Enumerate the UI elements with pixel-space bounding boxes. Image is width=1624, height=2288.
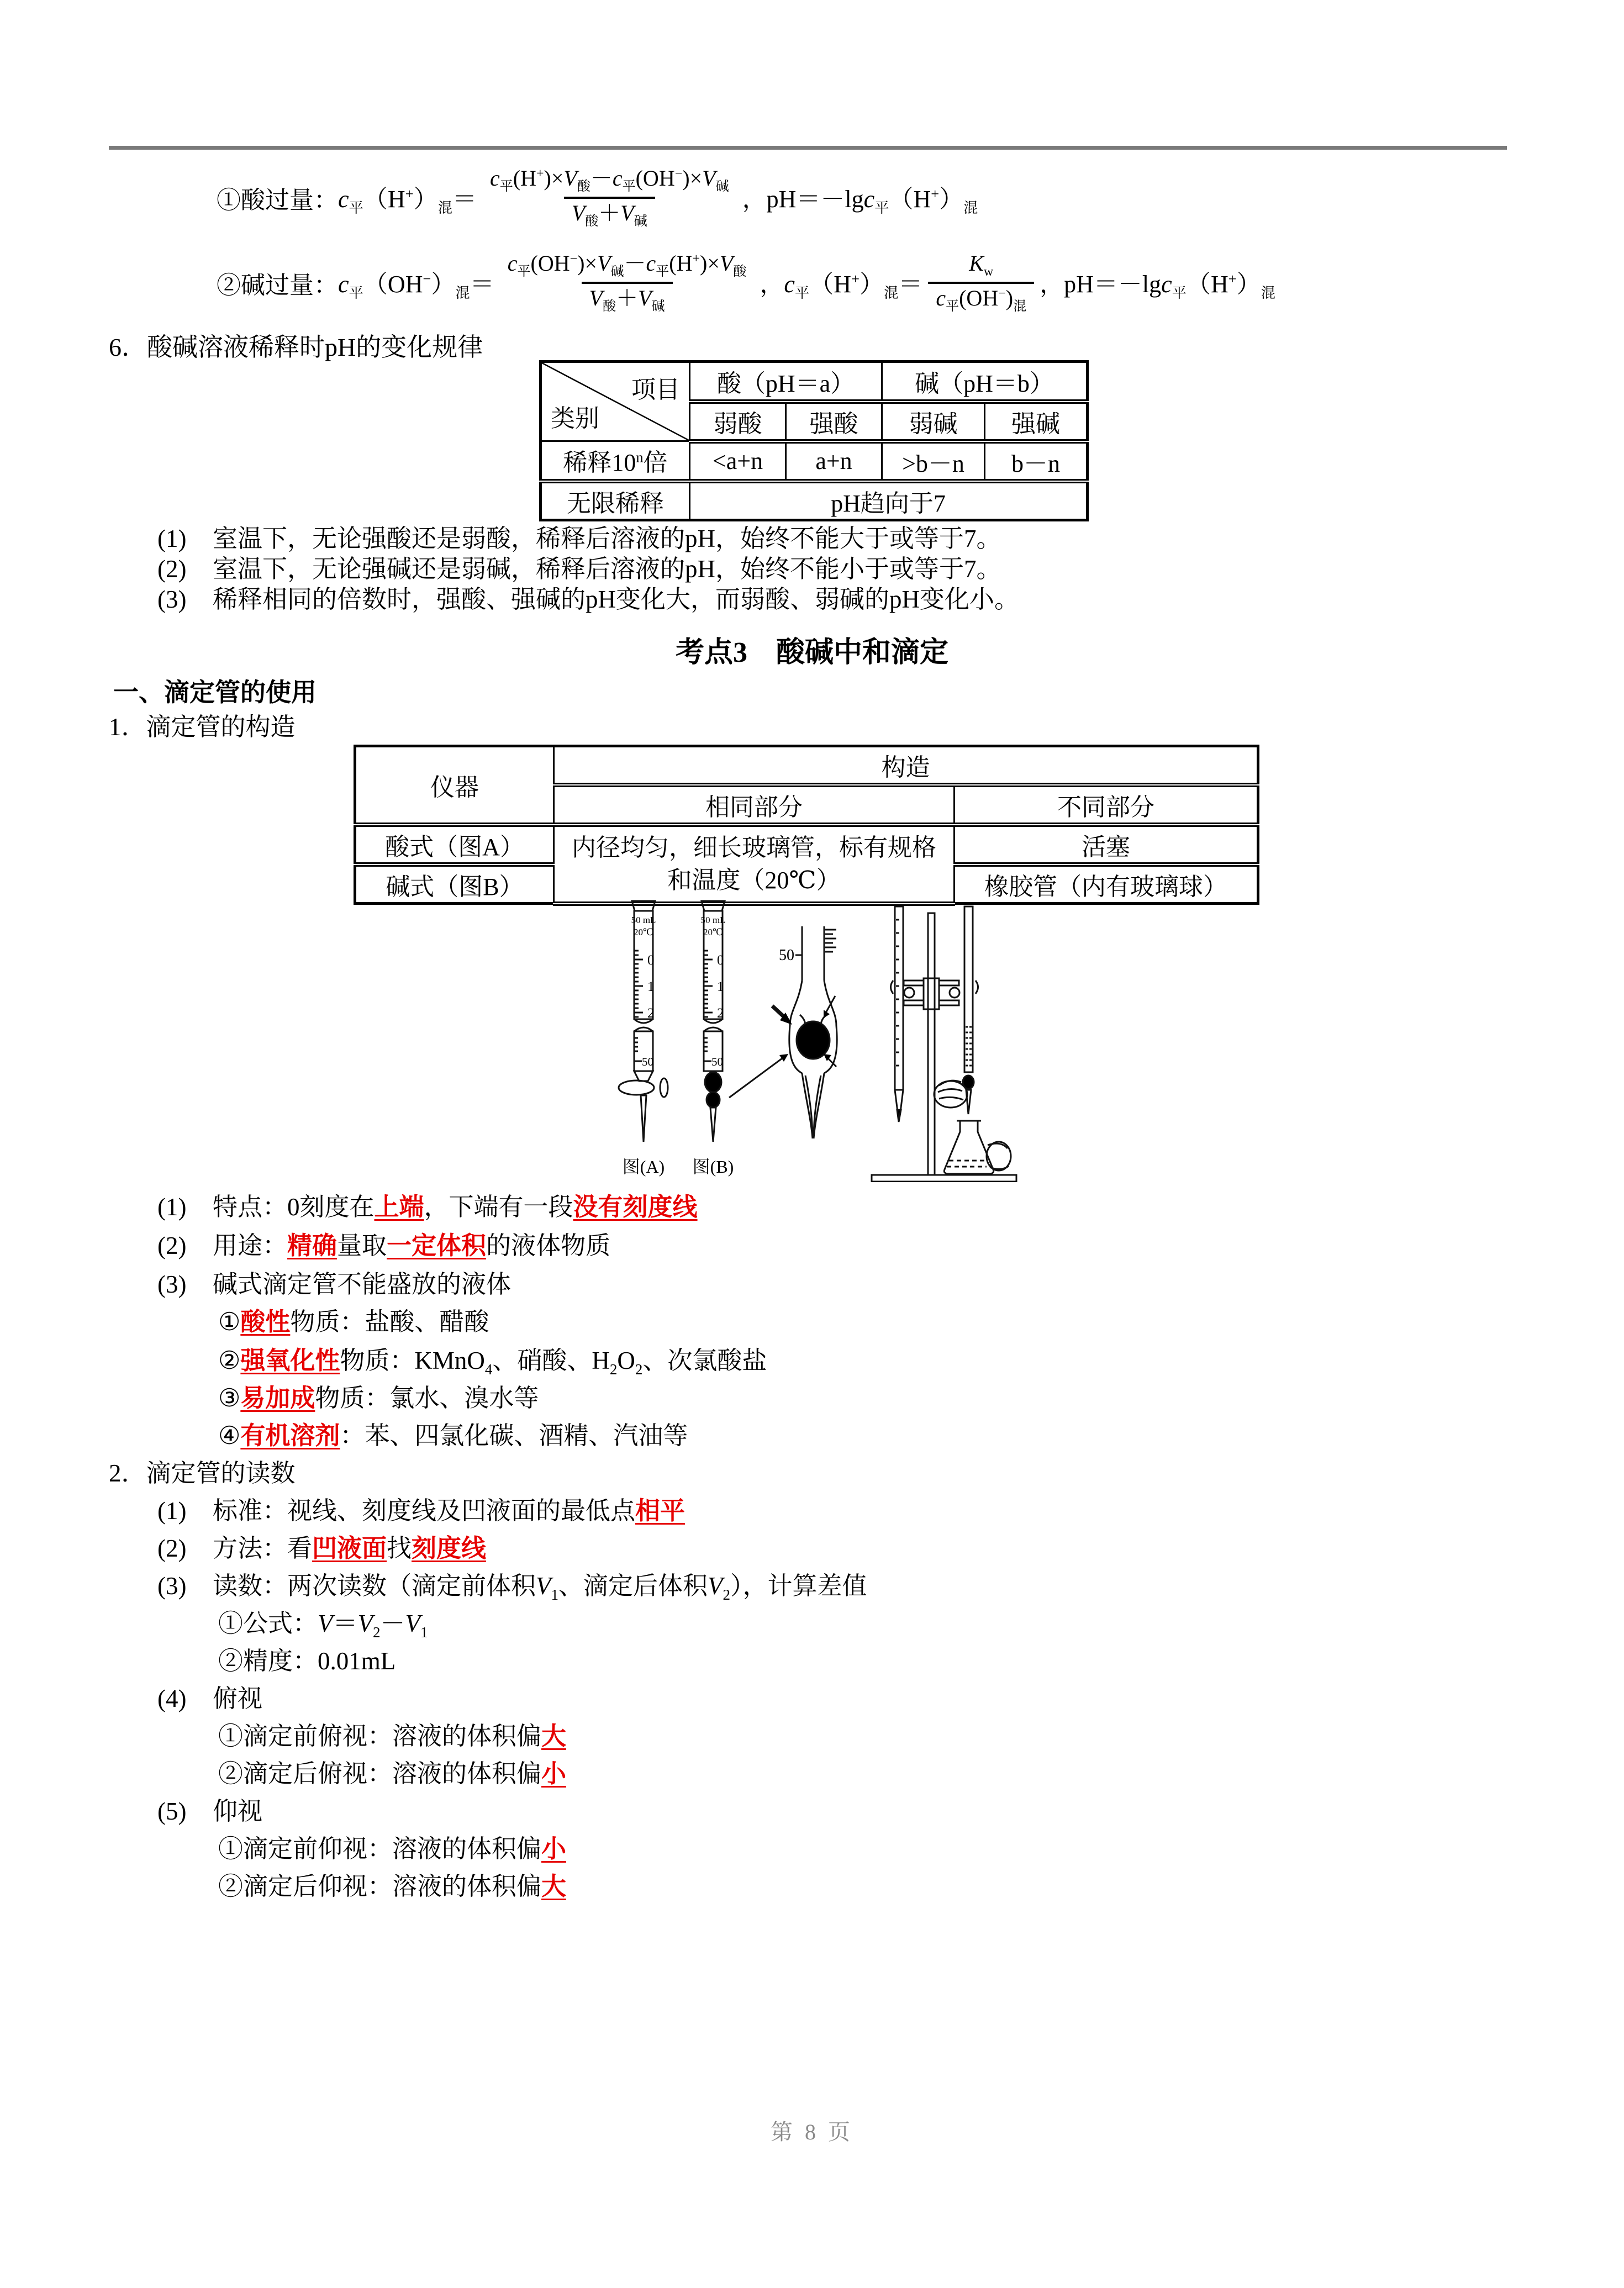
table-row bbox=[541, 362, 1088, 402]
line-text: 标准：视线、刻度线及凹液面的最低点相平 bbox=[213, 1497, 686, 1525]
scale-number: 50 bbox=[711, 1055, 723, 1068]
line-text: 俯视 bbox=[213, 1685, 263, 1712]
figure-labels bbox=[623, 915, 794, 1177]
diff-header-cell: 不同部分 bbox=[955, 785, 1258, 825]
subtype-cell: 弱碱 bbox=[882, 402, 985, 441]
formula-acid-excess bbox=[217, 159, 978, 236]
scale-number: 50 bbox=[642, 1055, 653, 1068]
line-feature-2 bbox=[157, 1231, 610, 1261]
rubber-glass-ball bbox=[705, 1072, 721, 1092]
line-text: 用途：精确量取一定体积的液体物质 bbox=[213, 1232, 611, 1259]
formula-lhs: $c_平(H^+)_混=$ bbox=[338, 184, 477, 216]
base-diff-cell: 橡胶管（内有玻璃球） bbox=[955, 864, 1258, 904]
formula-tail: ，$pH=-\lg c_平(H^+)_混$ bbox=[742, 184, 978, 216]
list-marker: (1) bbox=[157, 1193, 187, 1221]
heading-kaodian-3: 考点3 酸碱中和滴定 bbox=[675, 637, 948, 668]
line-reading-4-sub-2: ②滴定后俯视：溶液的体积偏小 bbox=[218, 1760, 567, 1788]
list-marker: (5) bbox=[157, 1797, 187, 1825]
scale-ticks-major bbox=[704, 960, 713, 1013]
stand-base bbox=[872, 1175, 1016, 1182]
burette-neck bbox=[634, 1071, 653, 1081]
page-footer: 第 8 页 bbox=[771, 2120, 853, 2144]
note-line-1 bbox=[157, 524, 1001, 553]
note-text: 稀释相同的倍数时，强酸、强碱的pH变化大，而弱酸、弱碱的pH变化小。 bbox=[213, 586, 1019, 613]
base-header-cell: 碱（pH＝b） bbox=[882, 362, 1088, 402]
figure-b-label: 图(B) bbox=[692, 1157, 734, 1177]
clamp-nut bbox=[950, 988, 959, 998]
infinite-label-cell: 无限稀释 bbox=[541, 481, 690, 520]
line-reading-5-sub-2: ②滴定后仰视：溶液的体积偏大 bbox=[218, 1873, 567, 1900]
line-reading-5-sub-1: ①滴定前仰视：溶液的体积偏小 bbox=[218, 1835, 567, 1863]
formula-label: ①酸过量： bbox=[217, 187, 338, 214]
temp-label: 20℃ bbox=[633, 927, 654, 937]
clamp-arm bbox=[904, 1000, 924, 1005]
scale-number: 0 bbox=[717, 953, 724, 968]
scale-ticks-major bbox=[634, 960, 643, 1013]
fraction-numerator: $c_平(H^+)\times V_酸-c_平(OH^-)\times V_碱$ bbox=[489, 166, 729, 194]
fraction bbox=[500, 249, 755, 316]
formula-base-excess bbox=[217, 239, 1275, 327]
fraction-denominator: $V_酸+V_碱$ bbox=[564, 197, 655, 231]
table-row bbox=[541, 481, 1088, 520]
scale-number: 2 bbox=[717, 1006, 724, 1021]
heading-burette-reading: 2．滴定管的读数 bbox=[109, 1459, 296, 1487]
base-row-label-cell: 碱式（图B） bbox=[355, 864, 554, 904]
detail-tube bbox=[802, 926, 824, 980]
list-marker: (2) bbox=[157, 1232, 187, 1259]
line-reading-4-sub-1: ①滴定前俯视：溶液的体积偏大 bbox=[218, 1722, 567, 1750]
subtype-cell: 强碱 bbox=[985, 402, 1088, 441]
capacity-label: 50 mL bbox=[631, 915, 656, 925]
figure-burettes bbox=[597, 898, 1038, 1182]
heading-burette-usage: 一、滴定管的使用 bbox=[113, 678, 317, 707]
fraction-numerator: $c_平(OH^-)\times V_碱-c_平(H^+)\times V_酸$ bbox=[507, 251, 747, 280]
line-feature-3-sub-2: ②强氧化性物质：KMnO$_4$、硝酸、$H_2O_2$、次氯酸盐 bbox=[218, 1347, 767, 1378]
titration-stand bbox=[872, 906, 1016, 1182]
same-header-cell: 相同部分 bbox=[554, 785, 955, 825]
structure-header-cell: 构造 bbox=[554, 746, 1258, 785]
list-marker: (1) bbox=[157, 525, 187, 552]
table-burette-structure bbox=[354, 745, 1259, 906]
dilute-value-cell: b－n bbox=[985, 441, 1088, 481]
line-text: 碱式滴定管不能盛放的液体 bbox=[213, 1270, 512, 1298]
fraction-denominator: $V_酸+V_碱$ bbox=[582, 282, 673, 317]
table-row bbox=[355, 746, 1258, 785]
line-reading-3-sub-1: ①公式：$V=V_2-V_1$ bbox=[218, 1610, 428, 1641]
same-content-cell: 内径均匀，细长玻璃管，标有规格和温度（20℃） bbox=[554, 825, 955, 904]
scale-number: 1 bbox=[647, 979, 655, 994]
line-reading-3 bbox=[157, 1571, 867, 1604]
list-marker: (1) bbox=[157, 1497, 187, 1525]
table-row bbox=[355, 825, 1258, 864]
clamp-arm bbox=[939, 980, 959, 985]
list-marker: (3) bbox=[157, 1572, 187, 1600]
clamp-boss bbox=[924, 978, 939, 1009]
line-text: 仰视 bbox=[213, 1797, 263, 1825]
dilute-value-cell: <a+n bbox=[690, 441, 786, 481]
detail-scale-number: 50 bbox=[779, 947, 794, 964]
scale-ticks bbox=[896, 920, 899, 1066]
corner-top-label: 项目 bbox=[631, 376, 680, 403]
list-marker: (3) bbox=[157, 586, 187, 613]
subtype-cell: 弱酸 bbox=[690, 402, 786, 441]
corner-cell bbox=[541, 362, 690, 441]
line-feature-3 bbox=[157, 1269, 511, 1299]
heading-burette-structure: 1．滴定管的构造 bbox=[109, 713, 296, 741]
table-ph-dilution bbox=[539, 360, 1089, 521]
dilute-value-cell: >b－n bbox=[882, 441, 985, 481]
header-divider bbox=[109, 146, 1507, 150]
line-text: 读数：两次读数（滴定前体积$V_1$、滴定后体积$V_2$），计算差值 bbox=[213, 1572, 867, 1603]
line-reading-1 bbox=[157, 1496, 685, 1526]
flask-liquid bbox=[947, 1161, 987, 1167]
burette-black-tip bbox=[897, 1110, 901, 1122]
burette-tip bbox=[641, 1095, 646, 1142]
acid-header-cell: 酸（pH＝a） bbox=[690, 362, 882, 402]
stopcock-disc bbox=[660, 1078, 668, 1097]
line-feature-3-sub-3: ③易加成物质：氯水、溴水等 bbox=[218, 1384, 539, 1412]
formula-mid: ，$c_平(H^+)_混=$ bbox=[760, 270, 923, 301]
burette-funnel bbox=[632, 901, 655, 911]
fraction bbox=[482, 164, 737, 231]
stand-pole bbox=[928, 913, 935, 1176]
note-line-3 bbox=[157, 584, 1019, 614]
clamp-arm bbox=[904, 980, 924, 985]
hand-on-valve bbox=[934, 1081, 967, 1108]
figure-a-label: 图(A) bbox=[622, 1157, 665, 1177]
fraction-numerator: $K_w$ bbox=[969, 251, 994, 280]
flask-neck bbox=[957, 1121, 981, 1132]
callout-arrowhead bbox=[779, 1054, 788, 1062]
note-line-2 bbox=[157, 554, 1001, 584]
burette-taper bbox=[895, 1090, 903, 1112]
acid-diff-cell: 活塞 bbox=[955, 825, 1258, 864]
list-marker: (3) bbox=[157, 1270, 187, 1298]
dilute-label-cell: 稀释10$^n$倍 bbox=[541, 441, 690, 481]
scale-number: 2 bbox=[647, 1006, 655, 1021]
line-text: 方法：看凹液面找刻度线 bbox=[213, 1535, 487, 1562]
detail-shoulder bbox=[790, 980, 836, 1026]
stand-burette-right bbox=[964, 906, 973, 1072]
list-marker: (4) bbox=[157, 1685, 187, 1712]
temp-label: 20℃ bbox=[703, 927, 724, 937]
clamp-nut bbox=[904, 988, 914, 998]
fraction-denominator: $c_平(OH^-)_混$ bbox=[928, 282, 1034, 317]
clamp-arm bbox=[939, 1000, 959, 1005]
scale-ticks bbox=[704, 1038, 711, 1061]
note-text: 室温下，无论强酸还是弱酸，稀释后溶液的pH，始终不能大于或等于7。 bbox=[213, 525, 1001, 552]
line-feature-3-sub-1: ①酸性物质：盐酸、醋酸 bbox=[218, 1308, 489, 1336]
burette-tip bbox=[710, 1108, 716, 1142]
line-text: 特点：0刻度在上端，下端有一段没有刻度线 bbox=[213, 1193, 698, 1221]
list-marker: (2) bbox=[157, 555, 187, 583]
formula-label: ②碱过量： bbox=[217, 272, 338, 299]
stopcock-handle bbox=[619, 1080, 654, 1095]
corner-bottom-label: 类别 bbox=[551, 405, 599, 432]
acid-row-label-cell: 酸式（图A） bbox=[355, 825, 554, 864]
glass-ball bbox=[797, 1021, 830, 1059]
line-reading-3-sub-2: ②精度：0.01mL bbox=[218, 1647, 396, 1675]
line-feature-1 bbox=[157, 1192, 698, 1222]
note-text: 室温下，无论强碱还是弱碱，稀释后溶液的pH，始终不能小于或等于7。 bbox=[213, 555, 1001, 583]
scale-number: 1 bbox=[717, 979, 724, 994]
list-marker: (2) bbox=[157, 1535, 187, 1562]
capacity-label: 50 mL bbox=[700, 915, 726, 925]
line-reading-2 bbox=[157, 1533, 486, 1563]
burette-funnel bbox=[702, 901, 725, 911]
liquid-dashes bbox=[966, 1027, 972, 1066]
line-reading-4 bbox=[157, 1684, 262, 1714]
formula-lhs: $c_平(OH^-)_混=$ bbox=[338, 270, 494, 301]
rubber-tube-bulge bbox=[706, 1092, 720, 1108]
stand-burette-left bbox=[895, 906, 903, 1090]
instrument-header-cell: 仪器 bbox=[355, 746, 554, 825]
line-feature-3-sub-4: ④有机溶剂：苯、四氯化碳、酒精、汽油等 bbox=[218, 1422, 688, 1449]
scale-number: 0 bbox=[647, 953, 655, 968]
fraction-kw bbox=[928, 249, 1034, 316]
infinite-value-cell: pH趋向于7 bbox=[690, 481, 1088, 520]
detail-outlet bbox=[802, 1073, 824, 1138]
callout-arrow bbox=[729, 1057, 784, 1098]
formula-tail: ，$pH=-\lg c_平(H^+)_混$ bbox=[1040, 270, 1276, 301]
scale-ticks bbox=[634, 1038, 642, 1061]
heading-section-6: 6．酸碱溶液稀释时pH的变化规律 bbox=[109, 333, 483, 361]
line-reading-5 bbox=[157, 1796, 262, 1826]
table-row bbox=[541, 441, 1088, 481]
dilute-value-cell: a+n bbox=[786, 441, 882, 481]
subtype-cell: 强酸 bbox=[786, 402, 882, 441]
